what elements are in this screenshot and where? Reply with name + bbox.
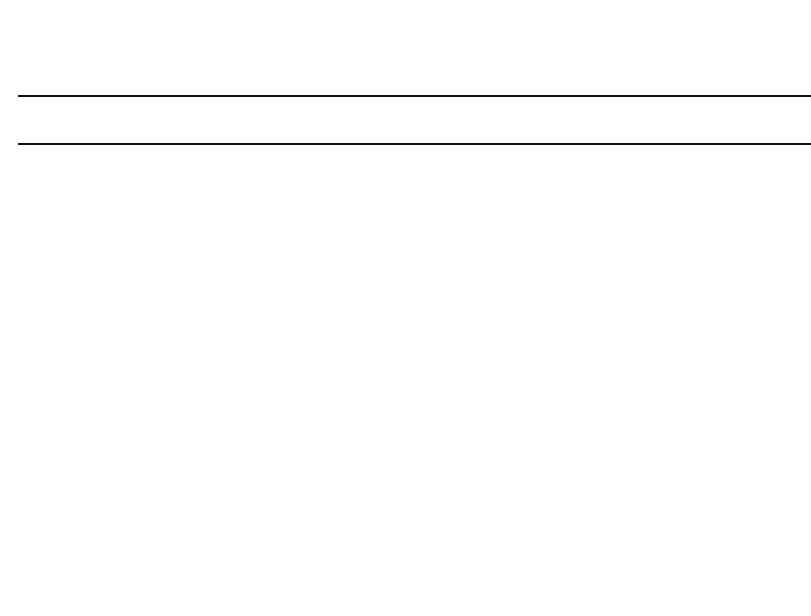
header-kubun xyxy=(18,96,158,144)
table-title xyxy=(0,66,811,84)
statistics-table xyxy=(18,95,811,145)
header-row xyxy=(18,96,811,144)
